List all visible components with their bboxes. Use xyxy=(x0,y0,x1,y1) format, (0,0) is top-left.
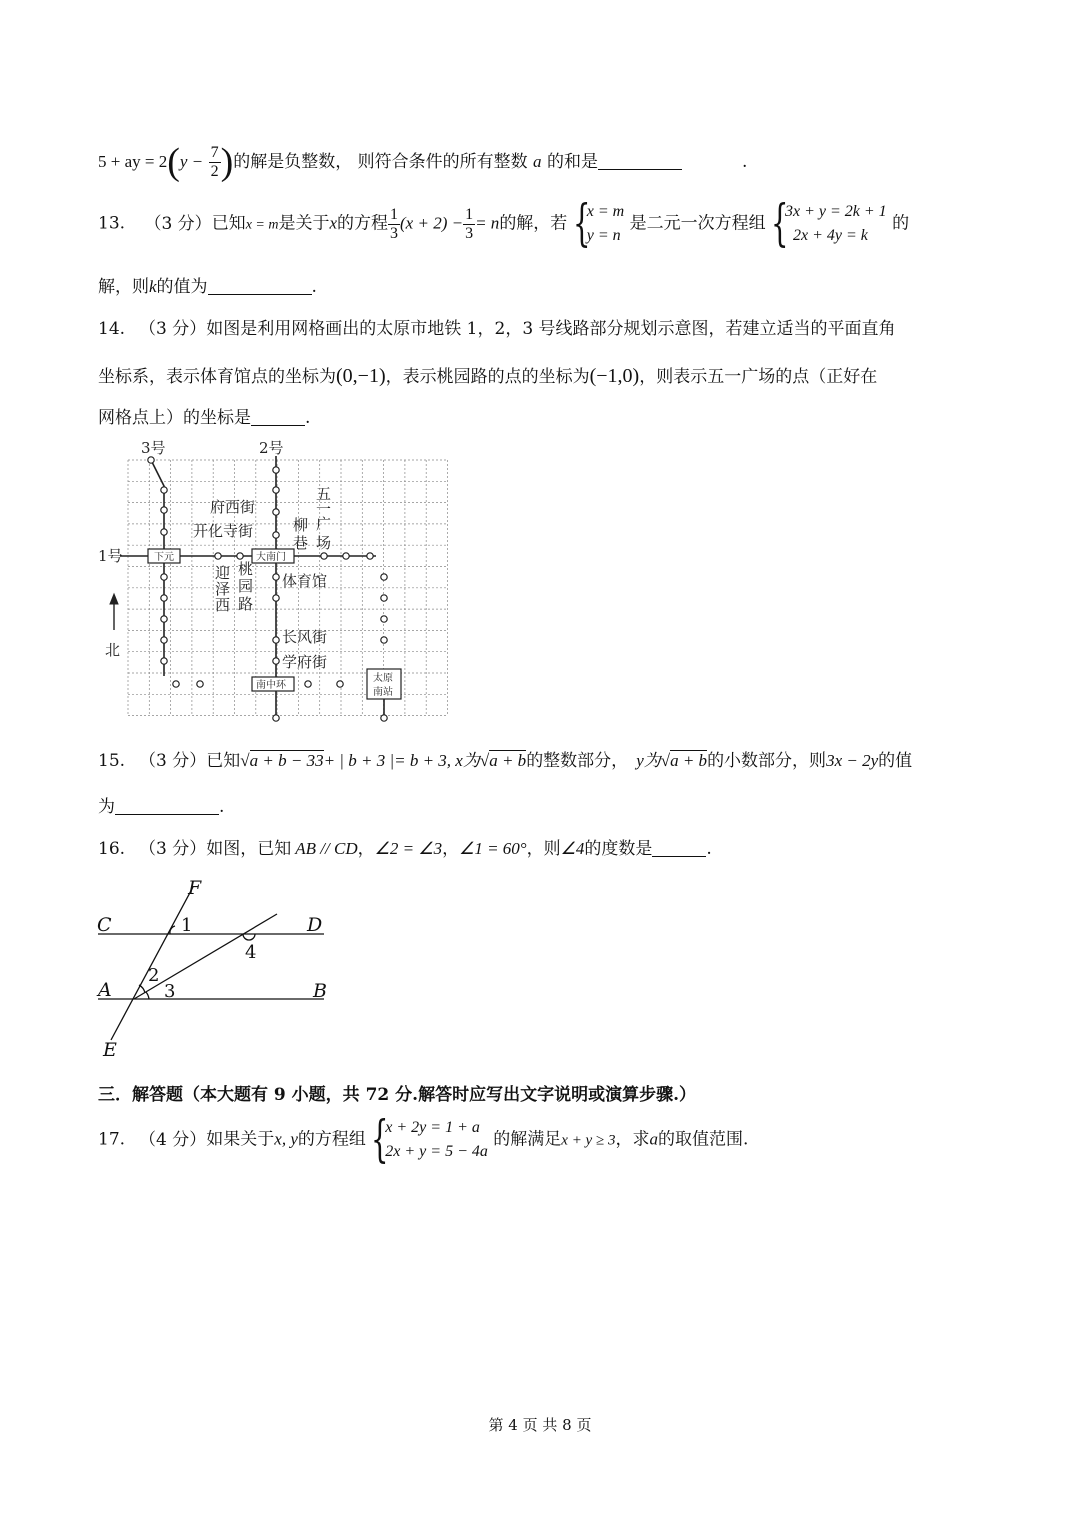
q13-line2: 解，则k的值为 . xyxy=(98,277,317,297)
nanzhonghuan-label: 南中环 xyxy=(256,680,286,691)
station-dot xyxy=(161,637,167,643)
danamen-label: 大南门 xyxy=(256,552,286,563)
station-dot xyxy=(273,715,279,721)
question-16: 16. （3 分）如图，已知 AB // CD，∠2 = ∠3，∠1 = 60°，则∠4的度数是 . xyxy=(98,839,712,859)
label-1: 1 xyxy=(181,915,193,936)
question-13: 13. （3 分）已知x = m是关于x的方程 $\frac{1}{3}$ (x + 2) − $\frac{1}{3}$ = n的解，若 { x = m y = n 是二元一次方程组 { 3x + y = 2k + 1 2x + 4y = k 的 xyxy=(98,194,910,252)
station-dot xyxy=(161,616,167,622)
q13-label: 13. xyxy=(98,213,126,234)
taoyuan-label-2: 园 xyxy=(238,577,254,595)
label-E: E xyxy=(103,1039,117,1060)
station-dot xyxy=(215,553,221,559)
north-label: 北 xyxy=(105,641,121,659)
station-dot xyxy=(161,574,167,580)
q13-answer-blank xyxy=(208,276,312,295)
label-F: F xyxy=(188,877,202,899)
station-dot xyxy=(237,553,243,559)
q12-text-a: 的解是负整数， 则符合条件的所有整数 xyxy=(233,152,534,172)
yingze-label-3: 西 xyxy=(215,596,231,614)
station-dot xyxy=(273,532,279,538)
line-fe xyxy=(111,887,193,1040)
question-17: 17. （4 分）如果关于x, y的方程组 { x + 2y = 1 + a 2x + y = 5 − 4a 的解满足x + y ≥ 3，求a的取值范围. xyxy=(98,1110,749,1168)
station-dot xyxy=(273,509,279,515)
angle-1-arc xyxy=(170,926,175,934)
wuyi-label-1: 五 xyxy=(316,485,332,503)
subway-map-figure xyxy=(96,434,456,734)
wuyi-label-2: 一 xyxy=(316,500,332,518)
label-C: C xyxy=(97,914,112,936)
station-dot xyxy=(381,715,387,721)
station-dot xyxy=(161,658,167,664)
page-footer: 第 4 页 共 8 页 xyxy=(488,1416,592,1434)
station-dot xyxy=(273,487,279,493)
q14-line2: 坐标系，表示体育馆点的坐标为(0,−1)，表示桃园路的点的坐标为(−1,0)，则表示五一广场的点（正好在 xyxy=(98,365,878,387)
label-3: 3 xyxy=(164,981,176,1002)
wuyi-label-3: 广 xyxy=(316,515,332,533)
q14-answer-blank xyxy=(251,407,305,426)
liuxiang-label-1: 柳 xyxy=(293,516,309,534)
station-dot xyxy=(381,637,387,643)
label-B: B xyxy=(313,980,327,1002)
question-14: 14. （3 分）如图是利用网格画出的太原市地铁 1，2，3 号线路部分规划示意图，若建立适当的平面直角 xyxy=(98,319,896,339)
q16-answer-blank xyxy=(652,838,706,857)
kaihuasijie-label: 开化寺街 xyxy=(193,522,254,540)
angle-4-arc xyxy=(243,934,255,940)
tiyuguan-label: 体育馆 xyxy=(282,572,328,590)
station-dot xyxy=(337,681,343,687)
label-2: 2 xyxy=(148,965,160,986)
q12-answer-blank xyxy=(598,151,682,170)
station-dot xyxy=(161,507,167,513)
yingze-label-1: 迎 xyxy=(215,564,231,582)
label-D: D xyxy=(307,914,323,936)
station-dot xyxy=(273,467,279,473)
taiyuan-south-label-2: 南站 xyxy=(373,687,393,698)
station-dot xyxy=(273,658,279,664)
taoyuan-label-3: 路 xyxy=(238,595,254,613)
xiayuan-label: 下元 xyxy=(154,552,174,563)
changfengjie-label: 长风街 xyxy=(282,628,328,646)
q15-answer-blank xyxy=(115,796,219,815)
taiyuan-south-label-1: 太原 xyxy=(373,673,393,684)
q13-system-2: { 3x + y = 2k + 1 2x + 4y = k xyxy=(770,194,887,252)
station-dot xyxy=(343,553,349,559)
q14-line3: 网格点上）的坐标是 . xyxy=(98,408,311,428)
yingze-label-2: 泽 xyxy=(215,580,231,598)
station-dot xyxy=(148,457,154,463)
xuefujie-label: 学府街 xyxy=(282,653,328,671)
liuxiang-label-2: 巷 xyxy=(293,534,309,552)
station-boxes xyxy=(148,549,401,699)
section-3-heading: 三．解答题（本大题有 9 小题，共 72 分.解答时应写出文字说明或演算步骤.） xyxy=(98,1085,696,1105)
station-dot xyxy=(161,595,167,601)
wuyi-label-4: 场 xyxy=(316,534,332,552)
station-dot xyxy=(381,595,387,601)
q13-system-1: { x = m y = n xyxy=(572,194,625,252)
angle-3-arc xyxy=(146,992,149,999)
station-dot xyxy=(197,681,203,687)
station-dot xyxy=(273,637,279,643)
north-arrow xyxy=(110,594,118,630)
station-dot xyxy=(273,574,279,580)
station-dot xyxy=(161,487,167,493)
label-A: A xyxy=(98,979,112,1001)
taoyuan-label-1: 桃 xyxy=(238,560,254,578)
station-dot xyxy=(321,553,327,559)
angle-2-arc xyxy=(139,985,145,993)
line2-label: 2号 xyxy=(259,439,284,457)
station-dot xyxy=(305,681,311,687)
station-dot xyxy=(367,553,373,559)
question-15: 15. （3 分）已知√a + b − 33+ | b + 3 |= b + 3, x为√a + b的整数部分， y为√a + b的小数部分，则3x − 2y的值 xyxy=(98,751,913,771)
station-dot xyxy=(381,616,387,622)
q17-system: { x + 2y = 1 + a 2x + y = 5 − 4a xyxy=(371,1110,488,1168)
q15-line2: 为 . xyxy=(98,797,225,817)
q12-equation-left: 5 + ay = 2 xyxy=(98,152,168,171)
fuxijie-label: 府西街 xyxy=(210,498,256,516)
label-4: 4 xyxy=(245,942,257,963)
station-dot xyxy=(161,529,167,535)
line1-label: 1号 xyxy=(98,547,123,565)
station-dot xyxy=(273,595,279,601)
station-dot xyxy=(381,574,387,580)
station-dot xyxy=(173,681,179,687)
q13-points: （3 分） xyxy=(144,213,212,234)
geometry-figure-16 xyxy=(95,875,335,1060)
q12-fraction: $\frac{7}{2}$ xyxy=(210,144,219,180)
line3-label: 3号 xyxy=(141,439,166,457)
q12-tail-line: 5 + ay = 2(y − $\frac{7}{2}$ )的解是负整数， 则符合条件的所有整数 a 的和是 . xyxy=(98,141,748,183)
